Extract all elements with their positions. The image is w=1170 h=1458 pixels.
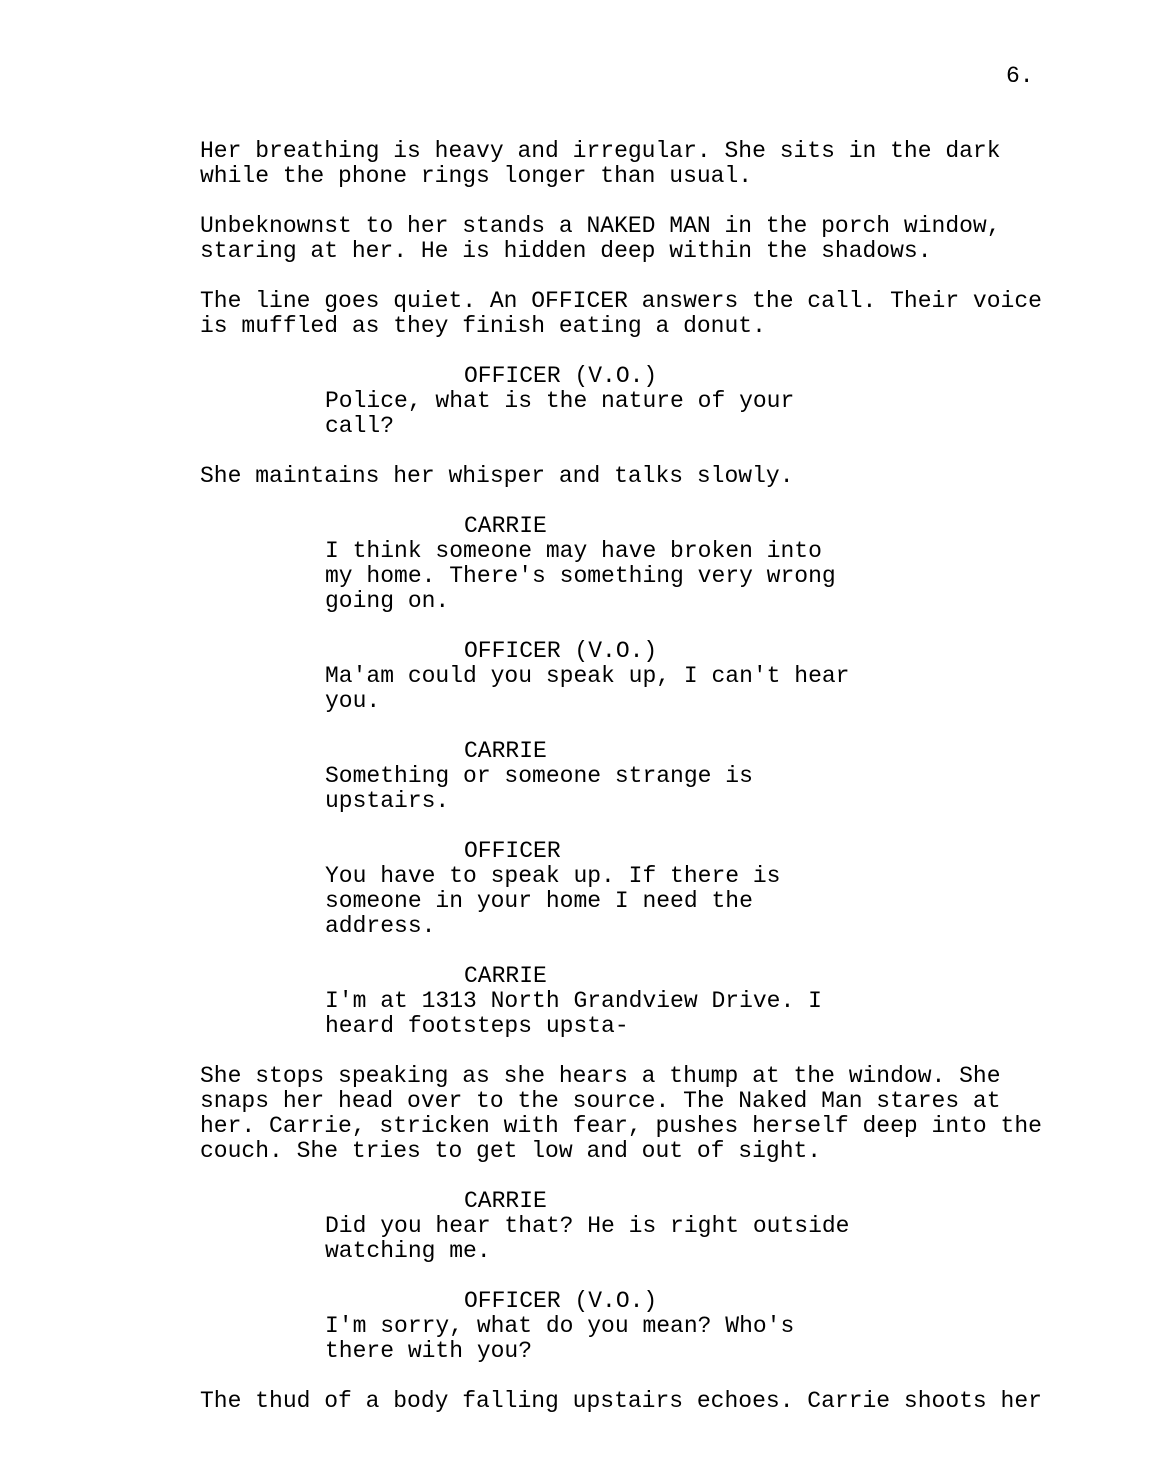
blank-line xyxy=(200,1039,1100,1064)
dialogue-line: Police, what is the nature of your xyxy=(325,388,795,414)
dialogue-line: address. xyxy=(325,913,436,939)
character-name: CARRIE xyxy=(464,963,547,989)
blank-line xyxy=(200,714,1100,739)
action-line: staring at her. He is hidden deep within the shadows. xyxy=(200,238,932,264)
dialogue-line: my home. There's something very wrong xyxy=(325,563,836,589)
blank-line xyxy=(200,614,1100,639)
dialogue-block xyxy=(200,514,1100,614)
character-name: OFFICER xyxy=(464,838,561,864)
character-name: CARRIE xyxy=(464,513,547,539)
dialogue-line: you. xyxy=(325,688,381,714)
action-line: Her breathing is heavy and irregular. She sits in the dark xyxy=(200,138,1001,164)
action-line: The thud of a body falling upstairs echoes. Carrie shoots her xyxy=(200,1388,1042,1414)
dialogue-block xyxy=(200,839,1100,939)
action-line: snaps her head over to the source. The Naked Man stares at xyxy=(200,1088,1001,1114)
action-line: while the phone rings longer than usual. xyxy=(200,163,753,189)
dialogue-block xyxy=(200,364,1100,439)
character-name: OFFICER (V.O.) xyxy=(464,638,658,664)
dialogue-line: I'm sorry, what do you mean? Who's xyxy=(325,1313,795,1339)
blank-line xyxy=(200,189,1100,214)
dialogue-block xyxy=(200,639,1100,714)
action-line: is muffled as they finish eating a donut. xyxy=(200,313,766,339)
action-line: Unbeknownst to her stands a NAKED MAN in the porch window, xyxy=(200,213,1001,239)
action-block xyxy=(200,139,1100,189)
dialogue-line: there with you? xyxy=(325,1338,533,1364)
dialogue-line: You have to speak up. If there is xyxy=(325,863,781,889)
page-number: 6. xyxy=(1006,63,1034,89)
action-block xyxy=(200,1064,1100,1164)
dialogue-line: Did you hear that? He is right outside xyxy=(325,1213,850,1239)
action-block xyxy=(200,214,1100,264)
action-line: She maintains her whisper and talks slowly. xyxy=(200,463,794,489)
action-line: her. Carrie, stricken with fear, pushes herself deep into the xyxy=(200,1113,1042,1139)
blank-line xyxy=(200,1264,1100,1289)
blank-line xyxy=(200,264,1100,289)
blank-line xyxy=(200,439,1100,464)
dialogue-line: call? xyxy=(325,413,395,439)
character-name: CARRIE xyxy=(464,738,547,764)
dialogue-block xyxy=(200,1189,1100,1264)
action-block xyxy=(200,464,1100,489)
dialogue-line: Ma'am could you speak up, I can't hear xyxy=(325,663,850,689)
character-name: OFFICER (V.O.) xyxy=(464,1288,658,1314)
dialogue-line: Something or someone strange is xyxy=(325,763,753,789)
dialogue-line: heard footsteps upsta- xyxy=(325,1013,629,1039)
blank-line xyxy=(200,939,1100,964)
dialogue-line: going on. xyxy=(325,588,450,614)
action-line: The line goes quiet. An OFFICER answers the call. Their voice xyxy=(200,288,1042,314)
action-block xyxy=(200,289,1100,339)
blank-line xyxy=(200,1164,1100,1189)
blank-line xyxy=(200,814,1100,839)
action-block xyxy=(200,1389,1100,1414)
blank-line xyxy=(200,1364,1100,1389)
dialogue-line: someone in your home I need the xyxy=(325,888,753,914)
dialogue-line: I'm at 1313 North Grandview Drive. I xyxy=(325,988,822,1014)
blank-line xyxy=(200,489,1100,514)
dialogue-line: I think someone may have broken into xyxy=(325,538,822,564)
dialogue-line: watching me. xyxy=(325,1238,491,1264)
dialogue-block xyxy=(200,1289,1100,1364)
blank-line xyxy=(200,339,1100,364)
action-line: She stops speaking as she hears a thump at the window. She xyxy=(200,1063,1001,1089)
dialogue-block xyxy=(200,964,1100,1039)
action-line: couch. She tries to get low and out of sight. xyxy=(200,1138,822,1164)
character-name: CARRIE xyxy=(464,1188,547,1214)
dialogue-line: upstairs. xyxy=(325,788,450,814)
character-name: OFFICER (V.O.) xyxy=(464,363,658,389)
screenplay-body xyxy=(200,139,1100,1414)
dialogue-block xyxy=(200,739,1100,814)
